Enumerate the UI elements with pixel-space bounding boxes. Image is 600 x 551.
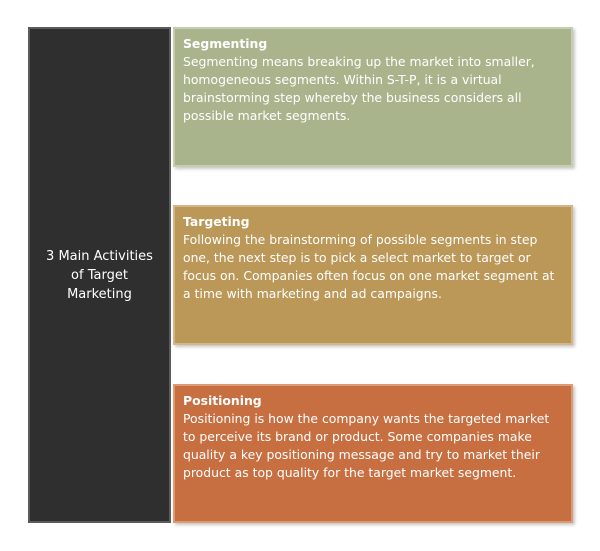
positioning-title: Positioning [183, 393, 262, 408]
positioning-card [173, 384, 573, 523]
positioning-description: Positioning is how the company wants the targeted market to perceive its brand or product. Some companies make quality a key positioning message and try to market their product as top quality for the target market segment. [183, 411, 550, 480]
segmenting-title: Segmenting [183, 36, 268, 51]
targeting-card [173, 205, 573, 345]
targeting-description: Following the brainstorming of possible segments in step one, the next step is to pick a select market to target or focus on. Companies often focus on one market segment at a time with marketing and ad campaigns. [183, 232, 555, 301]
segmenting-description: Segmenting means breaking up the market into smaller, homogeneous segments. Within S-T-P, it is a virtual brainstorming step whereby the business considers all possible market segments. [183, 54, 535, 123]
targeting-title: Targeting [183, 214, 250, 229]
segmenting-card [173, 27, 573, 167]
main-activities-box [28, 27, 171, 523]
main-activities-label: 3 Main Activities of Target Marketing [46, 248, 153, 302]
